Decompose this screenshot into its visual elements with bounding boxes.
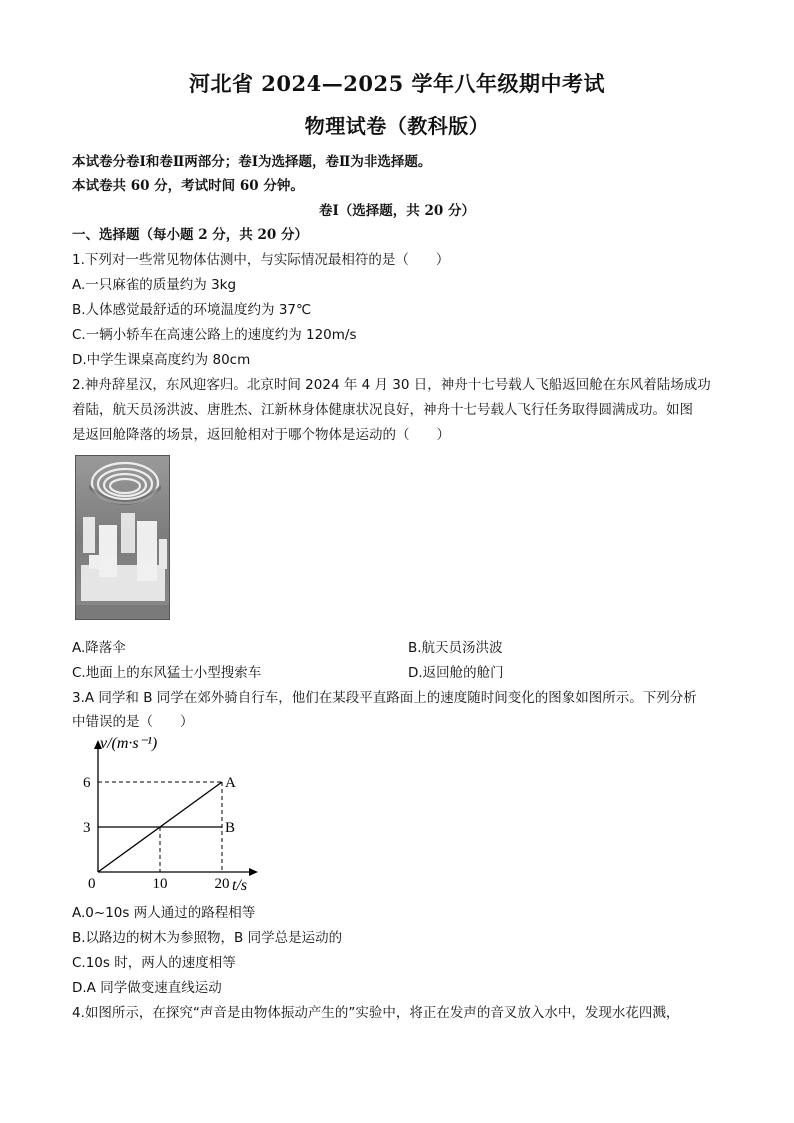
q2-option-c: C.地面上的东风猛士小型搜索车	[72, 665, 262, 681]
q2-option-b: B.航天员汤洪波	[408, 640, 503, 656]
instruction-note-1: 本试卷分卷Ⅰ和卷Ⅱ两部分；卷Ⅰ为选择题，卷Ⅱ为非选择题。	[72, 154, 432, 170]
velocity-time-graph	[83, 728, 266, 898]
q3-stem-line-1: 3.A 同学和 B 同学在郊外骑自行车，他们在某段平直路面上的速度随时间变化的图象如图所示。下列分析	[72, 690, 697, 706]
q3-stem-line-2: 中错误的是（ ）	[72, 714, 194, 730]
q1-option-b: B.人体感觉最舒适的环境温度约为 37℃	[72, 302, 312, 318]
q2-stem-line-3: 是返回舱降落的场景，返回舱相对于哪个物体是运动的（ ）	[72, 427, 450, 443]
q3-option-c: C.10s 时，两人的速度相等	[72, 955, 236, 971]
series-b-label: B	[225, 820, 236, 836]
x-tick-label-10: 10	[152, 876, 168, 892]
q2-stem-line-1: 2.神舟辞星汉，东风迎客归。北京时间 2024 年 4 月 30 日，神舟十七号载人飞船返回舱在东风着陆场成功	[72, 377, 711, 393]
part-title: 卷Ⅰ（选择题，共 20 分）	[318, 203, 475, 219]
x-axis-label: t/s	[232, 877, 248, 894]
series-a-label: A	[225, 775, 236, 791]
section-heading: 一、选择题（每小题 2 分，共 20 分）	[72, 227, 308, 243]
x-axis-arrow	[249, 868, 258, 876]
y-tick-label-6: 6	[83, 775, 91, 791]
q2-option-d: D.返回舱的舱门	[408, 665, 504, 681]
q3-option-a: A.0~10s 两人通过的路程相等	[72, 905, 256, 921]
q1-stem: 1.下列对一些常见物体估测中，与实际情况最相符的是（ ）	[72, 252, 450, 268]
q2-stem-line-2: 着陆，航天员汤洪波、唐胜杰、江新林身体健康状况良好，神舟十七号载人飞行任务取得圆满成功。如图	[72, 402, 693, 418]
exam-title: 河北省 2024—2025 学年八年级期中考试	[188, 71, 605, 96]
q4-stem-line-1: 4.如图所示，在探究“声音是由物体振动产生的”实验中，将正在发声的音叉放入水中，发现水花四溅，	[72, 1005, 680, 1021]
q1-option-c: C.一辆小轿车在高速公路上的速度约为 120m/s	[72, 327, 357, 343]
x-tick-label-20: 20	[214, 876, 230, 892]
capsule-landing-photo	[75, 455, 170, 620]
instruction-note-2: 本试卷共 60 分，考试时间 60 分钟。	[72, 178, 304, 194]
y-axis-label: v/(m·s⁻¹)	[100, 735, 158, 752]
q2-option-a: A.降落伞	[72, 640, 126, 656]
q1-option-a: A.一只麻雀的质量约为 3kg	[72, 277, 237, 293]
q1-option-d: D.中学生课桌高度约为 80cm	[72, 352, 251, 368]
origin-label: 0	[88, 876, 96, 892]
exam-subtitle: 物理试卷（教科版）	[304, 114, 490, 138]
y-tick-label-3: 3	[83, 820, 91, 836]
q3-option-d: D.A 同学做变速直线运动	[72, 980, 222, 996]
q3-option-b: B.以路边的树木为参照物，B 同学总是运动的	[72, 930, 343, 946]
